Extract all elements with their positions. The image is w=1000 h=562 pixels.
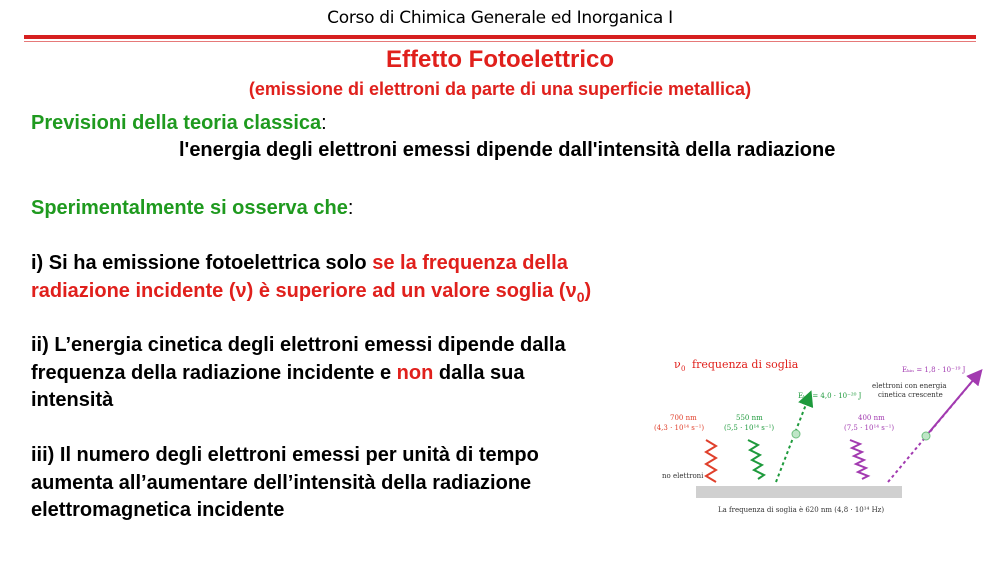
- no-electrons-label: no elettroni: [662, 472, 704, 480]
- wave-1-frequency: (4,3 · 10¹⁴ s⁻¹): [654, 424, 705, 432]
- experimental-heading: Sperimentalmente si osserva che: [31, 197, 348, 219]
- header-divider-thin: [24, 41, 976, 42]
- point-1-highlight-2: radiazione incidente (ν) è superiore ad un valore soglia (ν: [31, 279, 577, 302]
- point-2-line-1: ii) L’energia cinetica degli elettroni emessi dipende dalla: [31, 334, 566, 356]
- point-2-highlight: non: [396, 361, 434, 384]
- point-3-line-2: aumenta all’aumentare dell’intensità della radiazione: [31, 471, 532, 494]
- point-2-text-end: dalla sua: [433, 361, 525, 384]
- electron-green: [792, 430, 800, 438]
- classical-colon: :: [321, 112, 327, 134]
- increasing-energy-line-2: cinetica crescente: [878, 391, 943, 399]
- wave-2-frequency: (5,5 · 10¹⁴ s⁻¹): [724, 424, 775, 432]
- photoelectric-figure: [648, 352, 988, 522]
- point-3: [31, 442, 539, 525]
- point-1-text: i) Si ha emissione fotoelettrica solo: [31, 252, 373, 274]
- experimental-colon: :: [347, 197, 354, 219]
- point-3-line-3: elettromagnetica incidente: [31, 499, 285, 521]
- course-title: Corso di Chimica Generale ed Inorganica I: [327, 8, 673, 28]
- classical-theory-statement: l'energia degli elettroni emessi dipende dall'intensità della radiazione: [179, 139, 836, 161]
- threshold-label: frequenza di soglia: [692, 358, 799, 371]
- ekin-high-label: Eₖᵢₙ = 1,8 · 10⁻¹⁹ J: [902, 366, 966, 374]
- point-2: [31, 332, 566, 415]
- threshold-subscript: 0: [681, 365, 686, 373]
- point-2-text: frequenza della radiazione incidente e: [31, 361, 397, 384]
- wave-3-wavelength: 400 nm: [858, 414, 885, 422]
- wave-3-frequency: (7,5 · 10¹⁴ s⁻¹): [844, 424, 895, 432]
- point-2-line-2: [31, 360, 566, 388]
- wave-2-green: [748, 440, 764, 479]
- point-1-line-2: [31, 278, 591, 306]
- wave-2-wavelength: 550 nm: [736, 414, 763, 422]
- metal-surface: [696, 486, 902, 498]
- point-3-line-1: iii) Il numero degli elettroni emessi per unità di tempo: [31, 444, 539, 466]
- threshold-symbol: ν: [674, 358, 681, 371]
- electron-purple: [922, 432, 930, 440]
- experimental-line: [31, 195, 353, 223]
- electron-trajectory-green: [776, 394, 810, 482]
- point-1: [31, 250, 591, 305]
- wave-3-purple: [850, 440, 868, 479]
- nu-zero-subscript: 0: [576, 288, 585, 305]
- point-1-line-1: [31, 250, 591, 278]
- classical-theory-line: [31, 110, 327, 138]
- point-1-highlight: se la frequenza della: [372, 252, 568, 274]
- point-1-close-paren: ): [584, 279, 592, 302]
- figure-caption: La frequenza di soglia è 620 nm (4,8 · 10¹⁴ Hz): [718, 506, 885, 514]
- wave-1-red: [706, 440, 716, 482]
- header-divider: [24, 35, 976, 39]
- point-2-line-3: intensità: [31, 389, 114, 411]
- wave-1-wavelength: 700 nm: [670, 414, 697, 422]
- increasing-energy-line-1: elettroni con energia: [872, 382, 947, 390]
- slide-subtitle: (emissione di elettroni da parte di una superficie metallica): [248, 79, 752, 99]
- ekin-low-label: Eₖᵢₙ = 4,0 · 10⁻²⁰ J: [798, 392, 862, 400]
- slide-title: Effetto Fotoelettrico: [386, 46, 614, 73]
- classical-theory-heading: Previsioni della teoria classica: [31, 112, 322, 134]
